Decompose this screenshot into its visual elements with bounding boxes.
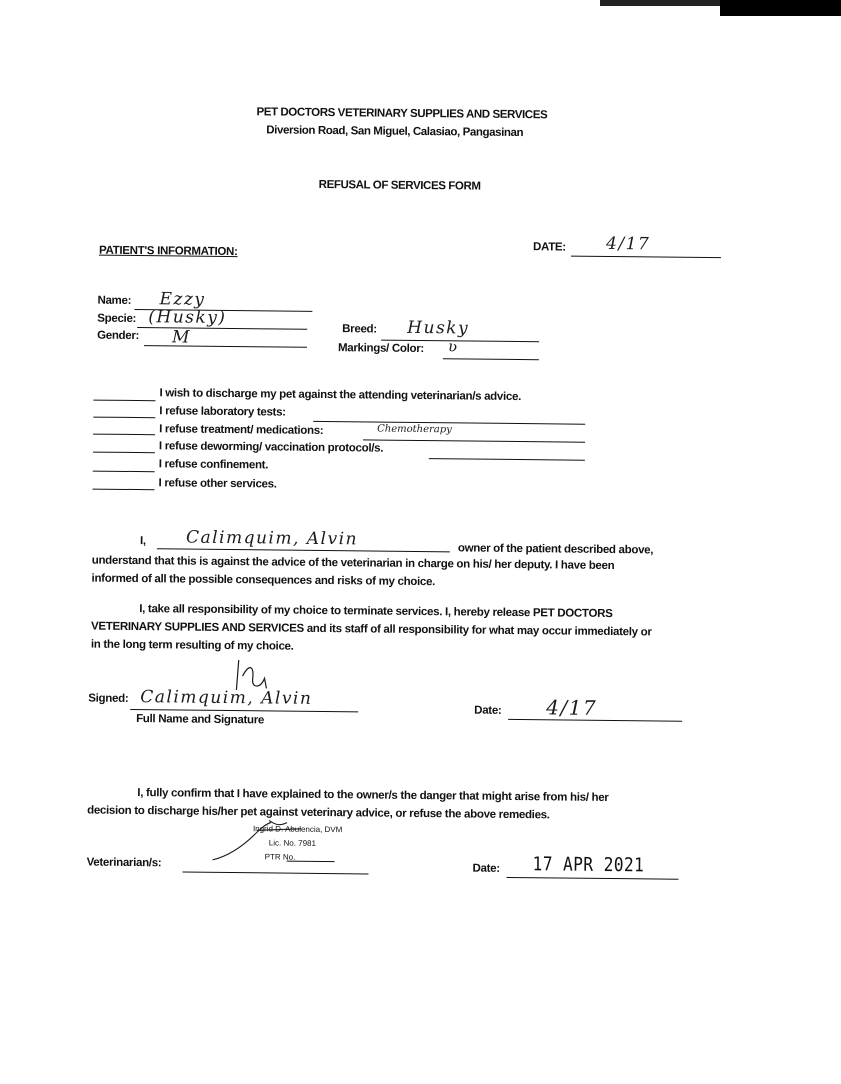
deworming-detail-line xyxy=(429,458,585,461)
breed-value: Husky xyxy=(407,317,470,339)
release-line1: I, take all responsibility of my choice to terminate services. I, hereby release PET DOCTORS xyxy=(139,603,613,621)
specie-label: Specie: xyxy=(97,312,137,326)
statement-line3: informed of all the possible consequences and risks of my choice. xyxy=(91,572,436,589)
owner-name-line xyxy=(157,548,450,552)
signed-date-label: Date: xyxy=(474,704,502,717)
vet-date-line xyxy=(506,877,678,880)
checkbox-line-discharge[interactable] xyxy=(93,400,155,402)
breed-label: Breed: xyxy=(342,323,377,336)
owner-name: Calimquim, Alvin xyxy=(185,527,359,550)
date-label: DATE: xyxy=(533,241,566,254)
signature-caption: Full Name and Signature xyxy=(136,713,265,727)
date-value: 4/17 xyxy=(606,233,651,255)
veterinarian-line xyxy=(183,872,369,875)
vet-date-label: Date: xyxy=(472,862,500,875)
checklist-item-deworming: I refuse deworming/ vaccination protocol/s. xyxy=(158,440,384,455)
release-line2: VETERINARY SUPPLIES AND SERVICES and its staff of all responsibility for what may occur immediately or xyxy=(91,620,652,639)
vet-stamp-name: Ingrid D. Abulencia, DVM xyxy=(252,824,343,835)
checklist-item-other: I refuse other services. xyxy=(158,477,277,491)
confirmation-line1: I, fully confirm that I have explained to the owner/s the danger that might arise from his/ her xyxy=(137,787,609,804)
form-title: REFUSAL OF SERVICES FORM xyxy=(318,178,481,193)
signed-line xyxy=(130,709,358,712)
checklist-item-discharge: I wish to discharge my pet against the attending veterinarian/s advice. xyxy=(159,387,522,404)
checkbox-line-deworming[interactable] xyxy=(93,452,155,454)
release-line3: in the long term resulting of my choice. xyxy=(90,638,294,653)
checklist-item-confinement: I refuse confinement. xyxy=(158,458,269,472)
treatment-value: Chemotherapy xyxy=(377,423,452,436)
date-line xyxy=(571,256,721,259)
name-value: Ezzy xyxy=(159,289,206,310)
patient-info-label: PATIENT'S INFORMATION: xyxy=(98,244,238,259)
vet-stamp-ptr: PTR No. xyxy=(264,852,296,862)
signed-name: Calimquim, Alvin xyxy=(140,687,313,709)
gender-label: Gender: xyxy=(97,329,140,343)
statement-line1-suffix: owner of the patient described above, xyxy=(457,542,654,557)
breed-line xyxy=(381,340,539,343)
markings-label: Markings/ Color: xyxy=(337,342,425,356)
name-label: Name: xyxy=(97,294,132,307)
checkbox-line-lab[interactable] xyxy=(93,417,155,419)
clinic-name: PET DOCTORS VETERINARY SUPPLIES AND SERVICES xyxy=(256,106,548,122)
veterinarian-label: Veterinarian/s: xyxy=(86,856,162,870)
checkbox-line-other[interactable] xyxy=(93,489,155,491)
statement-prefix: I, xyxy=(139,535,146,548)
vet-stamp-license: Lic. No. 7981 xyxy=(268,838,317,848)
clinic-address: Diversion Road, San Miguel, Calasiao, Pangasinan xyxy=(266,124,524,140)
signed-date-value: 4/17 xyxy=(546,695,598,720)
gender-line xyxy=(144,345,307,348)
vet-date-stamp: 17 APR 2021 xyxy=(532,853,645,877)
statement-line2: understand that this is against the advice of the veterinarian in charge on his/ her deputy. I have been xyxy=(91,554,615,573)
markings-mark: ʋ xyxy=(447,337,459,356)
checklist-item-treatment: I refuse treatment/ medications: xyxy=(159,423,324,437)
checkbox-line-treatment[interactable] xyxy=(93,434,155,436)
signed-label: Signed: xyxy=(88,692,129,705)
treatment-detail-line xyxy=(363,439,585,442)
vet-signature-scribble xyxy=(209,816,330,867)
checklist-item-lab: I refuse laboratory tests: xyxy=(159,405,286,419)
checkbox-line-confinement[interactable] xyxy=(93,471,155,473)
confirmation-line2: decision to discharge his/her pet against veterinary advice, or refuse the above remedies. xyxy=(87,804,550,822)
specie-value: (Husky) xyxy=(148,307,227,328)
gender-value: M xyxy=(172,327,192,348)
markings-line xyxy=(443,358,539,360)
